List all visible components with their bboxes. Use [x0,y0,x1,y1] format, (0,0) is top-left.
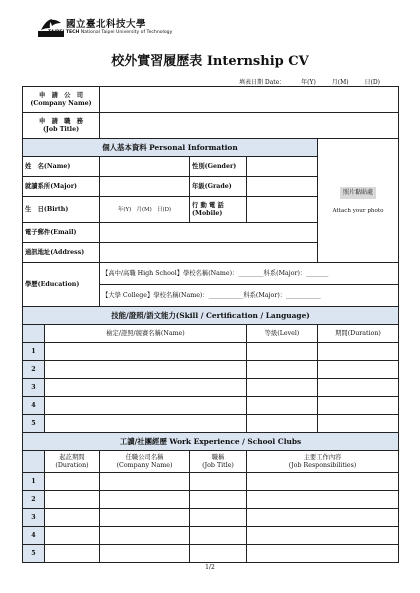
work-row-number: 3 [23,509,45,527]
grade-field[interactable] [247,177,318,197]
skills-header: 技能/證照/語文能力(Skill / Certification / Language) [23,307,399,325]
fill-date-row [239,77,380,86]
work-duration-cell[interactable] [45,527,100,545]
photo-area[interactable] [318,139,399,263]
skills-level-cell[interactable] [247,397,318,415]
skills-row-number: 3 [23,379,45,397]
job-title-label: 申 請 職 務 (Job Title) [23,113,100,139]
skills-duration-cell[interactable] [318,415,399,433]
work-job-cell[interactable] [190,527,247,545]
skills-level-cell[interactable] [247,343,318,361]
work-responsibilities-cell[interactable] [247,509,399,527]
fill-date-day[interactable]: 日(D) [364,79,380,86]
major-field[interactable] [100,177,190,197]
address-label: 通訊地址(Address) [23,243,100,263]
table-row [23,343,399,361]
skills-name-cell[interactable] [45,379,247,397]
birth-label: 生 日(Birth) [23,197,100,223]
photo-label-en: Attach your photo [332,207,384,214]
work-job-cell[interactable] [190,509,247,527]
school-name-en [48,30,172,35]
table-row [23,473,399,491]
school-logo [38,14,178,40]
skills-level-header: 等級(Level) [247,325,318,343]
work-company-cell[interactable] [100,509,190,527]
skills-row-number: 1 [23,343,45,361]
taipei-tech-label: TAIPEI TECH [48,30,80,35]
work-responsibilities-header: 主要工作內容 (Job Responsibilities) [247,451,399,473]
skills-name-cell[interactable] [45,415,247,433]
work-duration-cell[interactable] [45,491,100,509]
skills-row-number: 5 [23,415,45,433]
work-index-header [23,451,45,473]
work-row-number: 4 [23,527,45,545]
email-field[interactable] [100,223,318,243]
table-row [23,527,399,545]
skills-duration-cell[interactable] [318,379,399,397]
work-responsibilities-cell[interactable] [247,527,399,545]
page-number: 1/2 [205,564,215,571]
cv-form-table [22,86,399,563]
work-job-cell[interactable] [190,545,247,563]
photo-label: 照片黏貼處 [340,187,376,199]
work-job-header: 職稱 (Job Title) [190,451,247,473]
work-row-number: 1 [23,473,45,491]
work-row-number: 2 [23,491,45,509]
work-company-cell[interactable] [100,491,190,509]
college-field[interactable]: 【大學 College】學校名稱(Name)：___________科系(Major)：___________ [100,285,399,307]
job-title-field[interactable] [100,113,399,139]
table-row [23,361,399,379]
fill-date-month[interactable]: 月(M) [331,79,349,86]
work-duration-cell[interactable] [45,473,100,491]
company-name-field[interactable] [100,87,399,113]
work-company-cell[interactable] [100,545,190,563]
table-row [23,509,399,527]
skills-duration-header: 期間(Duration) [318,325,399,343]
skills-row-number: 2 [23,361,45,379]
skills-name-cell[interactable] [45,343,247,361]
table-row [23,491,399,509]
mobile-label: 行 動 電 話 (Mobile) [190,197,247,223]
school-name-cn: 國立臺北科技大學 [66,19,147,30]
table-row [23,379,399,397]
skills-name-header: 檢定/證照/競賽名稱(Name) [45,325,247,343]
skills-name-cell[interactable] [45,361,247,379]
work-responsibilities-cell[interactable] [247,473,399,491]
education-label: 學歷(Education) [23,263,100,307]
gender-field[interactable] [247,157,318,177]
company-name-label: 申 請 公 司 (Company Name) [23,87,100,113]
skills-duration-cell[interactable] [318,343,399,361]
high-school-field[interactable]: 【高中/高職 High School】學校名稱(Name)：________科系(Major)：_______ [100,263,399,285]
skills-level-cell[interactable] [247,379,318,397]
personal-info-header: 個人基本資料 Personal Information [23,139,318,157]
page-title: 校外實習履歷表 Internship CV [111,54,309,69]
work-company-header: 任職公司名稱 (Company Name) [100,451,190,473]
work-responsibilities-cell[interactable] [247,545,399,563]
university-en-label: National Taipei University of Technology [80,30,173,35]
name-label: 姓 名(Name) [23,157,100,177]
grade-label: 年級(Grade) [190,177,247,197]
gender-label: 性別(Gender) [190,157,247,177]
skills-level-cell[interactable] [247,415,318,433]
fill-date-label: 填表日期 Date： [238,79,286,86]
email-label: 電子郵件(Email) [23,223,100,243]
table-row [23,397,399,415]
table-row [23,545,399,563]
work-row-number: 5 [23,545,45,563]
skills-duration-cell[interactable] [318,397,399,415]
table-row [23,415,399,433]
address-field[interactable] [100,243,318,263]
skills-row-number: 4 [23,397,45,415]
major-label: 就讀系所(Major) [23,177,100,197]
work-duration-cell[interactable] [45,545,100,563]
name-field[interactable] [100,157,190,177]
work-company-cell[interactable] [100,473,190,491]
skills-name-cell[interactable] [45,397,247,415]
skills-level-cell[interactable] [247,361,318,379]
skills-index-header [23,325,45,343]
work-company-cell[interactable] [100,527,190,545]
work-job-cell[interactable] [190,491,247,509]
skills-duration-cell[interactable] [318,361,399,379]
work-job-cell[interactable] [190,473,247,491]
work-duration-header: 起訖期間 (Duration) [45,451,100,473]
work-duration-cell[interactable] [45,509,100,527]
mobile-field[interactable] [247,197,318,223]
birth-field[interactable]: 年(Y) 月(M) 日(D) [100,197,190,223]
work-header: 工讀/社團經歷 Work Experience / School Clubs [23,433,399,451]
fill-date-year[interactable]: 年(Y) [301,79,316,86]
work-responsibilities-cell[interactable] [247,491,399,509]
